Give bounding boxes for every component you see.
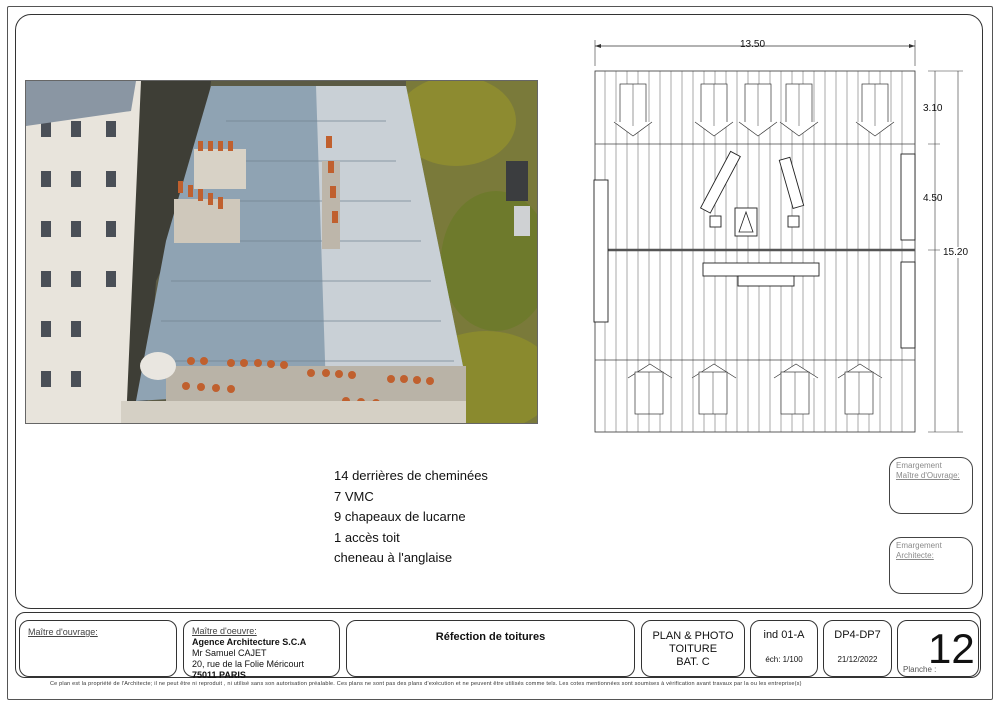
sheet-label: Planche : (903, 665, 937, 674)
contractor-city: 75011 PARIS (192, 670, 246, 680)
scale-value: éch: 1/100 (765, 655, 803, 664)
index-value: ind 01-A (763, 629, 805, 641)
drawing-type-cell (641, 620, 745, 677)
architect-signature-sublabel: Architecte: (896, 551, 934, 560)
note-line: 9 chapeaux de lucarne (334, 509, 466, 524)
owner-signature-sublabel: Maître d'Ouvrage: (896, 471, 960, 480)
roof-plan-drawing (588, 30, 978, 440)
note-line: 1 accès toit (334, 529, 400, 545)
note-line: 7 VMC (334, 488, 374, 504)
contractor-label: Maître d'oeuvre: (192, 626, 257, 636)
dim-segment-1-label: 3.10 (923, 103, 943, 114)
project-title-cell (346, 620, 635, 677)
dim-segment-2-label: 4.50 (923, 193, 943, 204)
contractor-address: 20, rue de la Folie Méricourt (192, 659, 305, 669)
dim-total-height-label: 15.20 (943, 247, 969, 258)
reference-value: DP4-DP7 (834, 629, 881, 641)
sheet-number: 12 (928, 625, 975, 672)
dim-width-label: 13.50 (740, 39, 766, 50)
contractor-name: Agence Architecture S.C.A (192, 637, 307, 647)
contractor-cell (183, 620, 340, 680)
sheet-number-cell (897, 620, 979, 677)
contractor-person: Mr Samuel CAJET (192, 648, 267, 658)
roof-aerial-photo (25, 80, 538, 424)
index-scale-cell (750, 620, 818, 677)
drawing-type-line-2: TOITURE (668, 643, 718, 655)
drawing-type-line-1: PLAN & PHOTO (652, 630, 734, 642)
owner-cell (19, 620, 177, 677)
works-notes (334, 466, 488, 569)
legal-disclaimer: Ce plan est la propriété de l'Architecte; il ne peut être ni reproduit , ni utilisé sans son autorisation préalable. Ces plans ne sont pas des plans d'exécution et ne peuvent être utilisés comme tels. Les cotes mentionnées sont soumises à vérification avant travaux par la ou les entreprise(s) (50, 681, 802, 687)
note-line: cheneau à l'anglaise (334, 550, 453, 565)
date-value: 21/12/2022 (837, 655, 878, 664)
owner-signature-box (889, 457, 973, 514)
architect-signature-label: Emargement (896, 541, 942, 550)
project-title: Réfection de toitures (435, 631, 546, 643)
architect-signature-box (889, 537, 973, 594)
drawing-type-line-3: BAT. C (676, 656, 710, 668)
reference-date-cell (823, 620, 892, 677)
owner-label: Maître d'ouvrage: (28, 627, 98, 637)
owner-signature-label: Emargement (896, 461, 942, 470)
note-line: 14 derrières de cheminées (334, 468, 488, 483)
